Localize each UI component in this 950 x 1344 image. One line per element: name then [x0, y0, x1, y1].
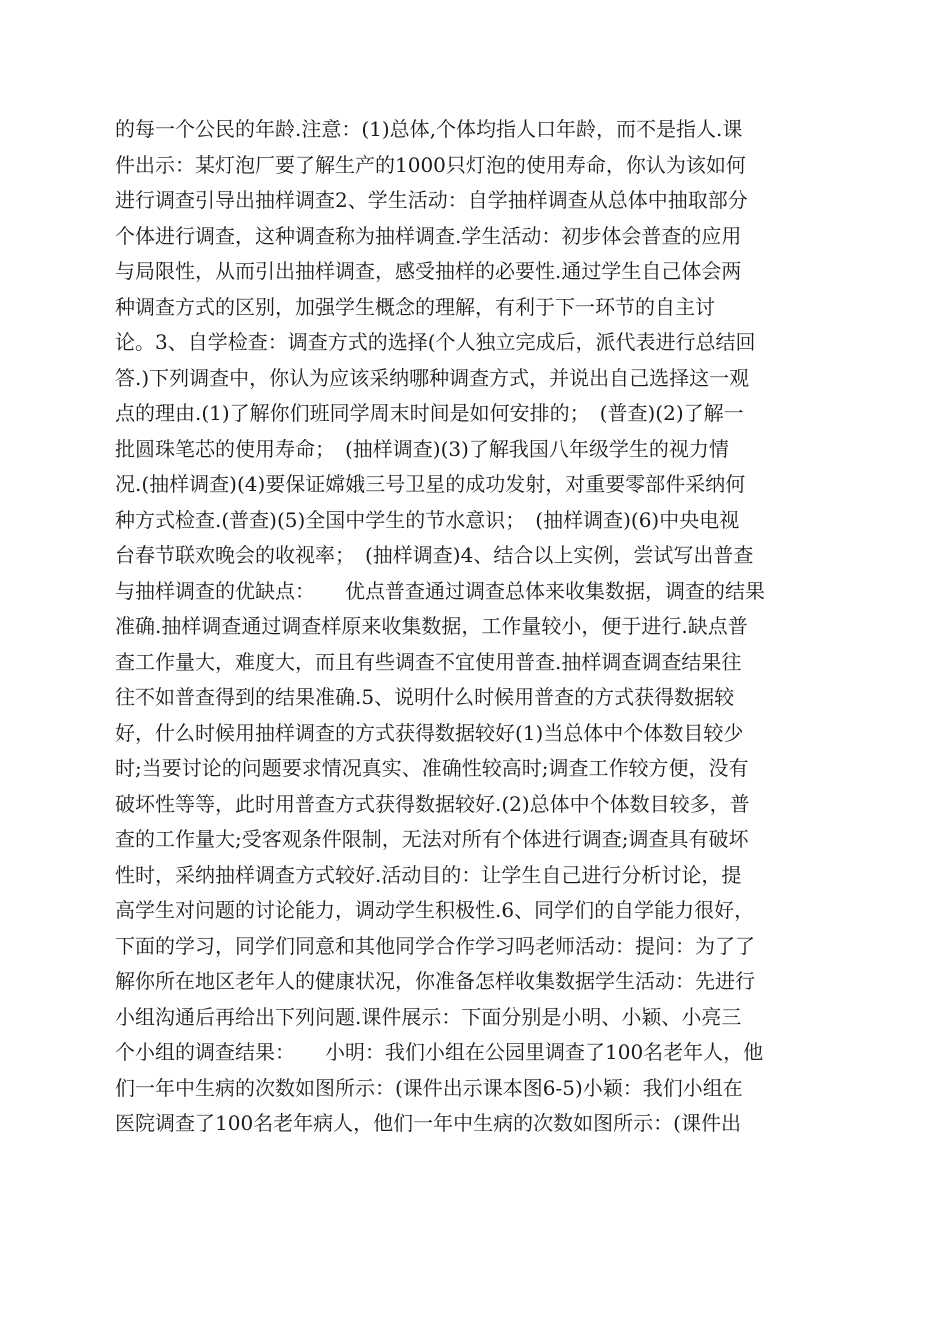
text-line: 点的理由.(1)了解你们班同学周末时间是如何安排的； (普查)(2)了解一 — [115, 401, 744, 425]
text-line: 下面的学习，同学们同意和其他同学合作学习吗老师活动：提问：为了了 — [115, 933, 755, 958]
text-line: 往不如普查得到的结果准确.5、说明什么时候用普查的方式获得数据较 — [115, 685, 735, 709]
text-line: 件出示：某灯泡厂要了解生产的1000只灯泡的使用寿命，你认为该如何 — [115, 152, 746, 177]
text-line: 好，什么时候用抽样调查的方式获得数据较好(1)当总体中个体数目较少 — [115, 720, 744, 745]
text-line: 答.)下列调查中，你认为应该采纳哪种调查方式，并说出自己选择这一观 — [115, 365, 750, 390]
text-line: 破坏性等等，此时用普查方式获得数据较好.(2)总体中个体数目较多，普 — [115, 791, 750, 816]
text-line: 高学生对问题的讨论能力，调动学生积极性.6、同学们的自学能力很好， — [115, 898, 755, 922]
text-line: 解你所在地区老年人的健康状况，你准备怎样收集数据学生活动：先进行 — [115, 969, 755, 993]
text-line: 的每一个公民的年龄.注意：(1)总体,个体均指人口年龄，而不是指人.课 — [115, 117, 743, 141]
text-line: 性时，采纳抽样调查方式较好.活动目的：让学生自己进行分析讨论，提 — [115, 862, 742, 887]
text-line: 小组沟通后再给出下列问题.课件展示：下面分别是小明、小颖、小亮三 — [115, 1004, 742, 1029]
text-line: 种调查方式的区别，加强学生概念的理解，有利于下一环节的自主讨 — [115, 294, 715, 319]
text-line: 查工作量大，难度大，而且有些调查不宜使用普查.抽样调查调查结果往 — [115, 649, 742, 674]
text-line: 批圆珠笔芯的使用寿命； (抽样调查)(3)了解我国八年级学生的视力情 — [115, 436, 729, 461]
text-line: 个小组的调查结果： 小明：我们小组在公园里调查了100名老年人，他 — [115, 1040, 764, 1064]
text-line: 与抽样调查的优缺点： 优点普查通过调查总体来收集数据，调查的结果 — [115, 578, 765, 603]
text-line: 进行调查引导出抽样调查2、学生活动：自学抽样调查从总体中抽取部分 — [115, 188, 748, 212]
text-line: 们一年中生病的次数如图所示：(课件出示课本图6-5)小颖：我们小组在 — [115, 1075, 743, 1100]
text-line: 医院调查了100名老年病人，他们一年中生病的次数如图所示：(课件出 — [115, 1111, 741, 1135]
text-line: 与局限性，从而引出抽样调查，感受抽样的必要性.通过学生自己体会两 — [115, 259, 742, 283]
text-line: 种方式检查.(普查)(5)全国中学生的节水意识； (抽样调查)(6)中央电视 — [115, 507, 740, 532]
body-text — [115, 112, 835, 1142]
text-line: 论。3、自学检查：调查方式的选择(个人独立完成后，派代表进行总结回 — [115, 330, 756, 354]
text-line: 时;当要讨论的问题要求情况真实、准确性较高时;调查工作较方便，没有 — [115, 756, 749, 780]
text-line: 况.(抽样调查)(4)要保证嫦娥三号卫星的成功发射，对重要零部件采纳何 — [115, 472, 746, 496]
text-line: 台春节联欢晚会的收视率； (抽样调查)4、结合以上实例，尝试写出普查 — [115, 543, 754, 567]
text-line: 个体进行调查，这种调查称为抽样调查.学生活动：初步体会普查的应用 — [115, 223, 742, 248]
text-line: 准确.抽样调查通过调查样原来收集数据，工作量较小，便于进行.缺点普 — [115, 614, 748, 638]
text-line: 查的工作量大;受客观条件限制，无法对所有个体进行调查;调查具有破坏 — [115, 827, 749, 851]
